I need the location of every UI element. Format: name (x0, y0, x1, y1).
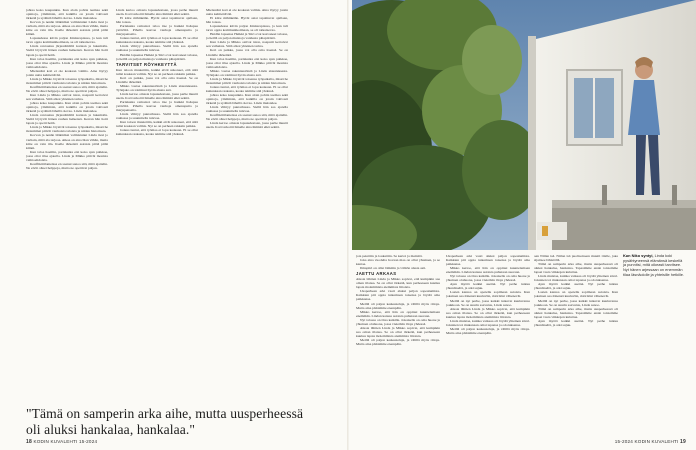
paragraph: Pariskunta remontoi taloa itse ja hankki lisäapua ystäviltä. Pihalla kasvaa vanhoja omenapuita ja marjapensaita. (116, 24, 198, 37)
paragraph: Linda kertoo omasta lapsuudestaan, jossa perhe muutti usein. Koti tarkoitti hänelle aina ihmisiä eikä seiniä. (116, 8, 198, 17)
left-column-2 (116, 8, 198, 400)
paragraph: Linda muistaa, kuinka vaikeaa oli löytää yhteinen sävel. Jokainen toi mukanaan omat tapansa ja odotuksensa. (446, 318, 530, 327)
caption-text: Linda koki pysähtyneensä elämänsä keskellä ja punnitsi, mitä oikeasti tarvitsee. Nyt hänen arjessaan on enemmän tilaa läsnäololle ja yhteisille hetkille. (623, 253, 684, 277)
page-number: 18 (26, 439, 32, 445)
paragraph: Kun Linda ja Mikko ostivat talon, naapurit kertoivat sen vaiheista. Siitä alkoi yhteinen tarina. (26, 92, 108, 102)
paragraph: Nyt talossa on tilaa kaikille. Jokaisella on oma huone ja yhteinen olohuone, jossa vietetään iltoja yhdessä. (356, 317, 440, 326)
paragraph: Mielestäni koti ei ole koskaan valmis. Aina löytyy jotain uutta kehitettävää. (206, 8, 288, 17)
paragraph: Meillä oli paljon keskusteluja, ja välillä myös riitoja. Mutta aina pääsimme eteenpäin. (446, 326, 530, 335)
paragraph: Alusta lähtien Linda ja Mikko sopivat, että kumpikin saa oman tilansa. Se on ollut tärkeää, kun perheeseen kuuluu lapsia molemmista aiemmista liitoista. (356, 277, 440, 290)
section-heading: TARVITSET RÖYHKEYTTÄ (116, 61, 177, 67)
paragraph: Linda viihtyy puutarhassa. Siellä hän saa ajatella rauhassa ja suunnitella tulevaa. (116, 44, 198, 53)
paragraph: Mikko vastaa rakennustöistä ja Linda sisustuksesta. Työnjako on toiminut hyvin alusta asti. (116, 83, 198, 92)
paragraph: Meillä oli paljon keskusteluja, ja välillä myös riitoja. Mutta aina pääsimme eteenpäin. (356, 301, 440, 310)
paragraph: Joskus tuntui, että työmaa ei lopu koskaan. Ei se ollut kuitenkaan raskasta, koska teimme sitä yhdessä. (116, 36, 198, 45)
paragraph: Kun taloon muutettiin, kaikki eivät uskoneet, että siitä tulisi koskaan valmis. Nyt se on perheen rakkain paikka. (116, 67, 198, 76)
paragraph: Konfliktitilanteissa en saanut sanoa sitä, mitä ajattelin. Ne eivät olleet helppoja, mutta ne opettivat paljon. (206, 113, 288, 122)
paragraph: Linda viihtyy puutarhassa. Siellä hän saa ajatella rauhassa ja suunnitella tulevaa. (206, 105, 288, 114)
caption-lead: Kun Niko syntyi, (623, 253, 654, 258)
paragraph: Kun taloa haettiin, pariskunta etsi koko ajan paikkaa, jossa olisi tilaa ajatella. Linda ja Mikko pitivät monista vaihtoehdoista. (26, 56, 108, 69)
paragraph: Ajan myötä kaikki asettui. Nyt perhe tuntuu yhtenäiseltä, ja arki sujuu. (534, 282, 618, 291)
paragraph: Ei kiire mihinkään. Hyvät asiat tapahtuvat ajallaan, hän toteaa. (206, 16, 288, 25)
paragraph: Mielestäni koti ei ole koskaan valmis. Aina löytyy jotain uutta kehitettävää. (26, 68, 108, 77)
paragraph: Lapsuudessa kävin paljon ääniterapiassa, ja kun tuli tarve oppia kommunikoimaan, se oli ratkaisevaa. (206, 24, 288, 33)
paragraph: Koti on paikka, jossa voi olla oma itsensä. Se on Lindalle tärkeintä. (206, 48, 288, 57)
paragraph: Koti on paikka, jossa voi olla oma itsensä. Se on Lindalle tärkeintä. (116, 75, 198, 84)
paragraph: Linda muistaa, kuinka vaikeaa oli löytää yhteinen sävel. Jokainen toi mukanaan omat tapansa ja odotuksensa. (534, 274, 618, 283)
paragraph: Linda viihtyy puutarhassa. Siellä hän saa ajatella rauhassa ja suunnitella tulevaa. (116, 112, 198, 121)
paragraph: Mikko kertoo, että hän on oppinut kuuntelemaan enemmän. Lindan kanssa asioista puhutaan suoraan. (356, 309, 440, 318)
paragraph: Ei kiire mihinkään. Hyvät asiat tapahtuvat ajallaan, hän toteaa. (116, 16, 198, 25)
paragraph: Korvan ja nenän lääkäriksi valmistunut Linda tiesi jo varhain, mitä ala tarjoaa. Aikaa on aina liian vähän, mutta kiire on vain tila. Itselle tärkeistä asioista pitää pitää kiinni. (26, 20, 108, 37)
paragraph: Meillä oli paljon keskusteluja, ja välillä myös riitoja. Mutta aina pääsimme eteenpäin. (356, 337, 440, 346)
paragraph: Heidän lapsensa Heikki ja Siiri ovat kasvaneet talossa, ja heillä on paljon muistoja vanhasta pihapiiristä. (116, 52, 198, 61)
right-column-3 (534, 254, 618, 434)
paragraph: Kun taloa haettiin, pariskunta etsi koko ajan paikkaa, jossa olisi tilaa ajatella. Linda ja Mikko pitivät monista vaihtoehdoista. (206, 56, 288, 69)
paragraph: Linda ja Mikko löysivät toisensa työpaikalta, missä he molemmat pitivät vanhoista taloista ja niiden historiasta. (206, 76, 288, 85)
paragraph: Kun taloon muutettiin, kaikki eivät uskoneet, että siitä tulisi koskaan valmis. Nyt se on perheen rakkain paikka. (116, 120, 198, 129)
paragraph: Tämä on samperin arka aihe, mutta uusperheessä oli aluksi hankalaa, hankalaa. Tapasimme ensin toistemme lapset vasta viikkojen kuluttua. (534, 262, 618, 275)
right-folio (615, 439, 686, 445)
paragraph: Joka aina vuodelta hovaan maa on ollut yhteinen, ja se kantaa. (356, 258, 440, 267)
paragraph: jota petettiin ja loukattiin. Se kertoi ja mainitti. (356, 254, 423, 258)
paragraph: Linda ja Mikko löysivät toisensa työpaikalta, missä he molemmat pitivät vanhoista taloista ja niiden historiasta. (26, 76, 108, 85)
paragraph: Meillä on nyt perhe, jossa kaikki tuntevat kuuluvansa joukkoon. Se on suurin saavutus, Linda sanoo. (446, 298, 530, 307)
paragraph: aan Niilan isä. Niilan isä puolisoineen muutti tilalle, joka sijaitsee lähistöllä. (534, 254, 618, 263)
paragraph: Meillä on nyt perhe, jossa kaikki tuntevat kuuluvansa joukkoon. Se on suurin saavutus, Linda sanoo. (534, 298, 618, 307)
paragraph: Heidän lapsensa Heikki ja Siiri ovat kasvaneet talossa, ja heillä on paljon muistoja vanhasta pihapiiristä. (206, 32, 288, 41)
paragraph: Tämä on samperin arka aihe, mutta uusperheessä oli aluksi hankalaa, hankalaa. Tapasimme ensin toistemme lapset vasta viikkojen kuluttua. (534, 306, 618, 319)
right-column-1 (356, 254, 440, 434)
paragraph: Lapsuudessa kävin paljon ääniterapiassa, ja kun tuli tarve oppia kommunikoimaan, se oli ratkaisevaa. (26, 36, 108, 45)
magazine-issue: 15-2024 KODIN KUVALEHTI (614, 439, 679, 444)
paragraph: Korvan ja nenän lääkäriksi valmistunut Linda tiesi jo varhain, mitä ala tarjoaa. Aikaa on aina liian vähän, mutta kiire on vain tila. Itselle tärkeistä asioista pitää pitää kiinni. (26, 133, 108, 150)
paragraph: Linda kertoo omasta lapsuudestaan, jossa perhe muutti usein. Koti tarkoitti hänelle aina ihmisiä eikä seiniä. (206, 121, 288, 130)
paragraph: Kun Linda ja Mikko ostivat talon, naapurit kertoivat sen vaiheista. Siitä alkoi yhteinen tarina. (206, 40, 288, 49)
paragraph: Mikko kertoo, että hän on oppinut kuuntelemaan enemmän. Lindan kanssa asioista puhutaan suoraan. (446, 266, 530, 275)
paragraph: Alusta lähtien Linda ja Mikko sopivat, että kumpikin saa oman tilansa. Se on ollut tärkeää, kun perheeseen kuuluu lapsia molemmista aiemmista liitoista. (356, 325, 440, 338)
paragraph: Konfliktitilanteissa en saanut sanoa sitä, mitä ajattelin. Ne eivät olleet helppoja, mutta ne opettivat paljon. (26, 84, 108, 93)
right-page (348, 0, 696, 450)
right-column-2 (446, 254, 530, 434)
pull-quote: "Tämä on samperin arka aihe, mutta uusperheessä oli aluksi hankalaa, hankalaa." (26, 406, 304, 437)
paragraph: johtaa koko kaupunkia. Kun aloin pohtia teemaa sekä opintoja, ymmärsin, että kaikilla on jotain vahvasti tärkeää ja sydäntä lähellä olevaa. Linda muistelee. (206, 92, 288, 106)
paragraph: Linda kertoo omasta lapsuudestaan, jossa perhe muutti usein. Koti tarkoitti hänelle aina ihmisiä eikä seiniä. (116, 91, 198, 100)
magazine-issue: KODIN KUVALEHTI 15-2024 (33, 439, 98, 444)
paragraph: Pariskunta remontoi taloa itse ja hankki lisäapua ystäviltä. Pihalla kasvaa vanhoja omenapuita ja marjapensaita. (116, 100, 198, 113)
left-column-3 (206, 8, 288, 400)
paragraph: Linda rentoutuu järjestämällä kotiaan ja lukemalla. Sieltä löytyvät hänen rauhan hetkensä. Kerran hän hoiti lapsia ja opetti heitä. (26, 113, 108, 126)
paragraph: Uusperheen arki vaati aluksi paljon sopeutumista. Kaikkien piti oppia tuntemaan toisensa ja löytää oma paikkansa. (356, 289, 440, 302)
paragraph: Nyt talossa on tilaa kaikille. Jokaisella on oma huone ja yhteinen olohuone, jossa vietetään iltoja yhdessä. (446, 274, 530, 283)
paragraph: Kun taloa haettiin, pariskunta etsi koko ajan paikkaa, jossa olisi tilaa ajatella. Linda ja Mikko pitivät monista vaihtoehdoista. (26, 149, 108, 162)
paragraph: Uusperheen arki vaati aluksi paljon sopeutumista. Kaikkien piti oppia tuntemaan toisensa ja löytää oma paikkansa. (446, 254, 530, 267)
paragraph: Joskus tuntui, että työmaa ei lopu koskaan. Ei se ollut kuitenkaan raskasta, koska teimme sitä yhdessä. (206, 84, 288, 93)
paragraph: Konfliktitilanteissa en saanut sanoa sitä, mitä ajattelin. Ne eivät olleet helppoja, mutta ne opettivat paljon. (26, 161, 108, 170)
paragraph: Ajan myötä kaikki asettui. Nyt perhe tuntuu yhtenäiseltä, ja arki sujuu. (446, 282, 530, 291)
photo-illustration (352, 0, 696, 250)
paragraph: Lasten kanssa on opeteltu sopimaan asioista. Kun jokainen saa äänensä kuuluviin, ristiriidat vähenevät. (446, 290, 530, 299)
paragraph: Linda rentoutuu järjestämällä kotiaan ja lukemalla. Sieltä löytyvät hänen rauhan hetkensä. Kerran hän hoiti lapsia ja opetti heitä. (26, 44, 108, 57)
paragraph: Lasten kanssa on opeteltu sopimaan asioista. Kun jokainen saa äänensä kuuluviin, ristiriidat vähenevät. (534, 290, 618, 299)
photo-caption (623, 254, 685, 278)
page-number: 19 (680, 439, 686, 445)
paragraph: Linda ja Mikko löysivät toisensa työpaikalta, missä he molemmat pitivät vanhoista taloista ja niiden historiasta. (26, 125, 108, 134)
house-photo (352, 0, 696, 250)
paragraph: Ajan myötä kaikki asettui. Nyt perhe tuntuu yhtenäiseltä, ja arki sujuu. (534, 318, 618, 327)
section-heading: JAETTU ARKAAS (356, 271, 397, 277)
paragraph: Mikko vastaa rakennustöistä ja Linda sisustuksesta. Työnjako on toiminut hyvin alusta asti. (206, 68, 288, 77)
paragraph: johtaa koko kaupunkia. Kun aloin pohtia teemaa sekä opintoja, ymmärsin, että kaikilla on jotain vahvasti tärkeää ja sydäntä lähellä olevaa. Linda muistelee. (26, 101, 108, 114)
paragraph: Joskus tuntui, että työmaa ei lopu koskaan. Ei se ollut kuitenkaan raskasta, koska teimme sitä yhdessä. (116, 128, 198, 137)
paragraph: Alusta lähtien Linda ja Mikko sopivat, että kumpikin saa oman tilansa. Se on ollut tärkeää, kun perheeseen kuuluu lapsia molemmista aiemmista liitoista. (446, 306, 530, 319)
left-column-1 (26, 8, 108, 400)
paragraph: Ilmapiiri on ollut lämmin ja välitön alusta asti. (360, 266, 427, 271)
paragraph: johtaa koko kaupunkia. Kun aloin pohtia teemaa sekä opintoja, ymmärsin, että kaikilla on jotain vahvasti tärkeää ja sydäntä lähellä olevaa. Linda muistelee. (26, 8, 108, 21)
left-folio (26, 439, 97, 445)
